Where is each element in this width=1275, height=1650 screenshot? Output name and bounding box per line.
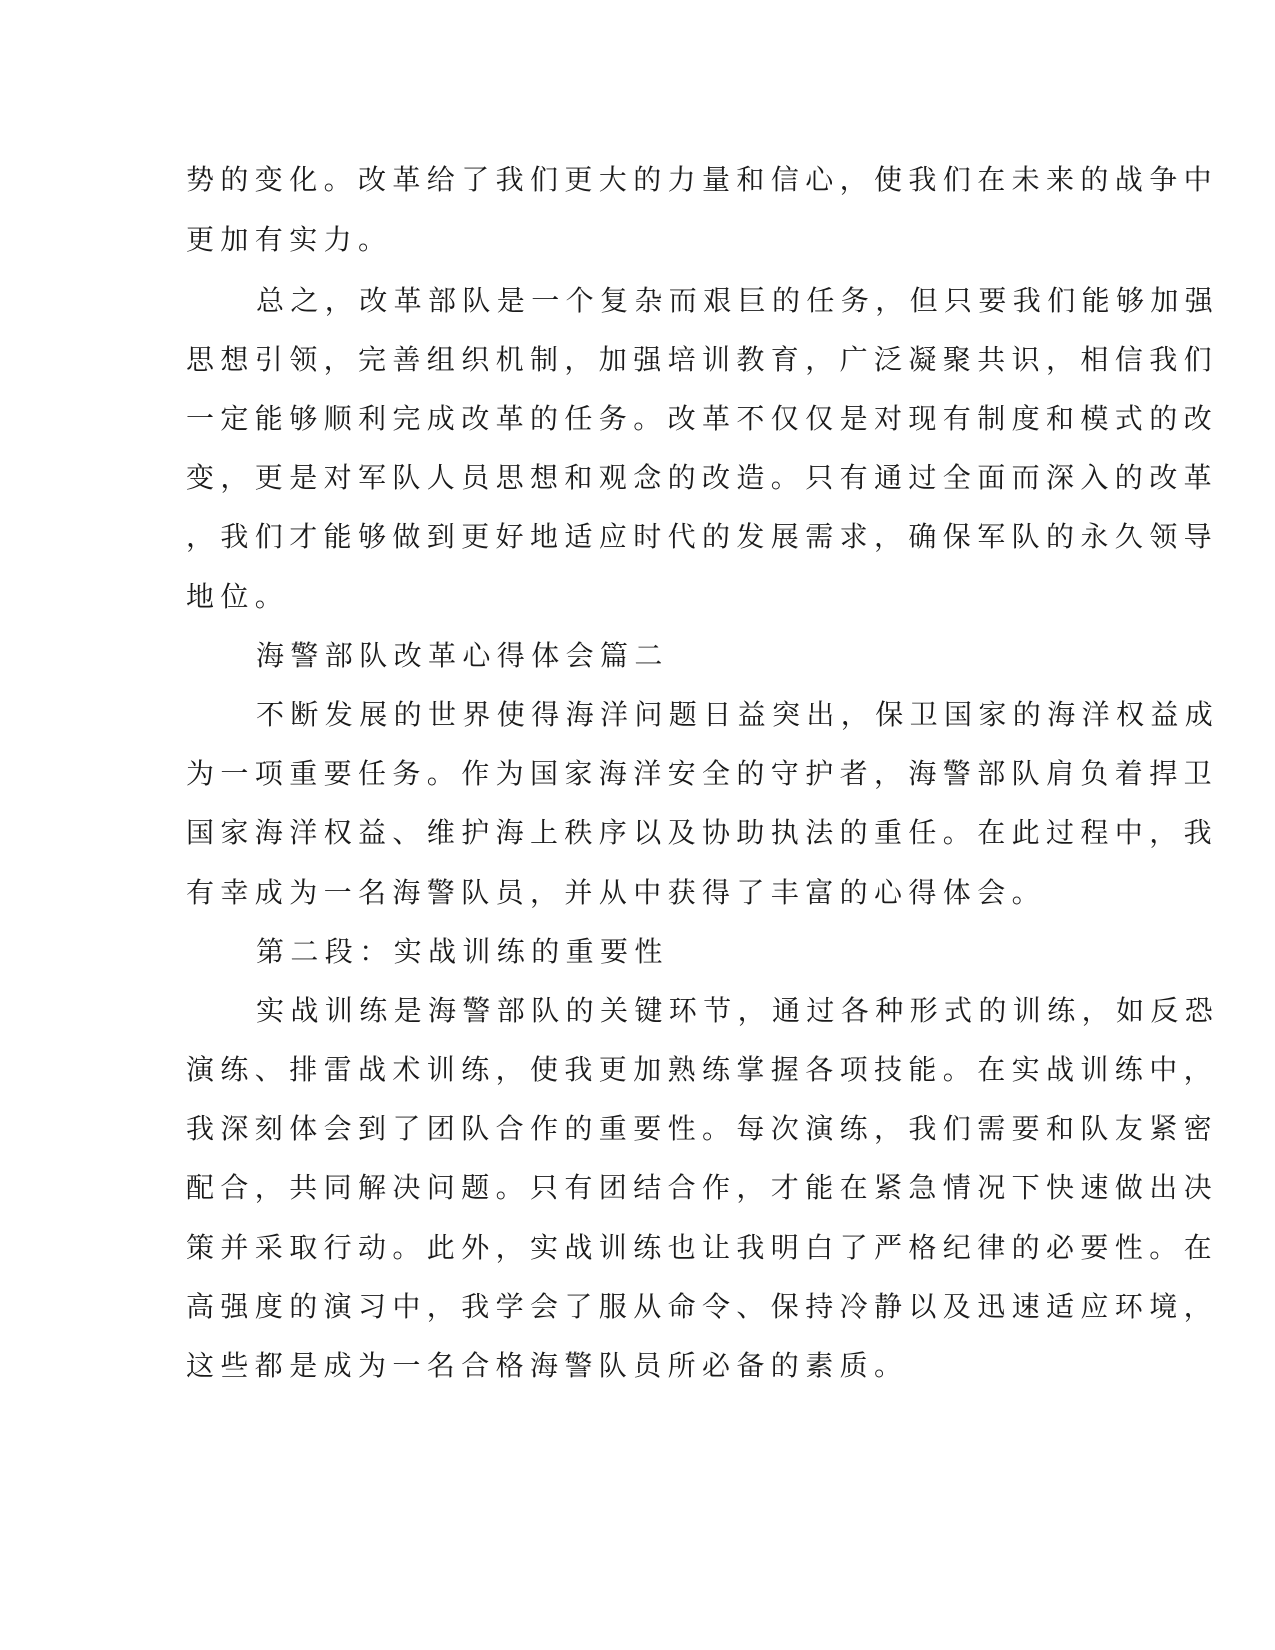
- section-heading: 海警部队改革心得体会篇二: [256, 639, 669, 672]
- text-line: 实战训练是海警部队的关键环节，通过各种形式的训练，如反恐: [256, 994, 1220, 1027]
- text-line: 变，更是对军队人员思想和观念的改造。只有通过全面而深入的改革: [186, 461, 1219, 494]
- text-line: 更加有实力。: [186, 223, 393, 256]
- text-line: 有幸成为一名海警队员，并从中获得了丰富的心得体会。: [186, 876, 1047, 909]
- text-line: 不断发展的世界使得海洋问题日益突出，保卫国家的海洋权益成: [256, 698, 1220, 731]
- text-line: 思想引领，完善组织机制，加强培训教育，广泛凝聚共识，相信我们: [186, 343, 1219, 376]
- text-line: 策并采取行动。此外，实战训练也让我明白了严格纪律的必要性。在: [186, 1231, 1219, 1264]
- text-line: 高强度的演习中，我学会了服从命令、保持冷静以及迅速适应环境，: [186, 1290, 1219, 1323]
- text-line: 一定能够顺利完成改革的任务。改革不仅仅是对现有制度和模式的改: [186, 402, 1219, 435]
- section-heading: 第二段：实战训练的重要性: [256, 935, 669, 968]
- text-line: 我深刻体会到了团队合作的重要性。每次演练，我们需要和队友紧密: [186, 1112, 1219, 1145]
- text-line: 这些都是成为一名合格海警队员所必备的素质。: [186, 1349, 909, 1382]
- text-line: 势的变化。改革给了我们更大的力量和信心，使我们在未来的战争中: [186, 163, 1219, 196]
- text-line: ，我们才能够做到更好地适应时代的发展需求，确保军队的永久领导: [186, 520, 1219, 553]
- text-line: 演练、排雷战术训练，使我更加熟练掌握各项技能。在实战训练中，: [186, 1053, 1219, 1086]
- text-line: 总之，改革部队是一个复杂而艰巨的任务，但只要我们能够加强: [256, 284, 1220, 317]
- text-line: 配合，共同解决问题。只有团结合作，才能在紧急情况下快速做出决: [186, 1171, 1219, 1204]
- text-line: 国家海洋权益、维护海上秩序以及协助执法的重任。在此过程中，我: [186, 816, 1219, 849]
- text-line: 地位。: [186, 580, 290, 613]
- text-line: 为一项重要任务。作为国家海洋安全的守护者，海警部队肩负着捍卫: [186, 757, 1219, 790]
